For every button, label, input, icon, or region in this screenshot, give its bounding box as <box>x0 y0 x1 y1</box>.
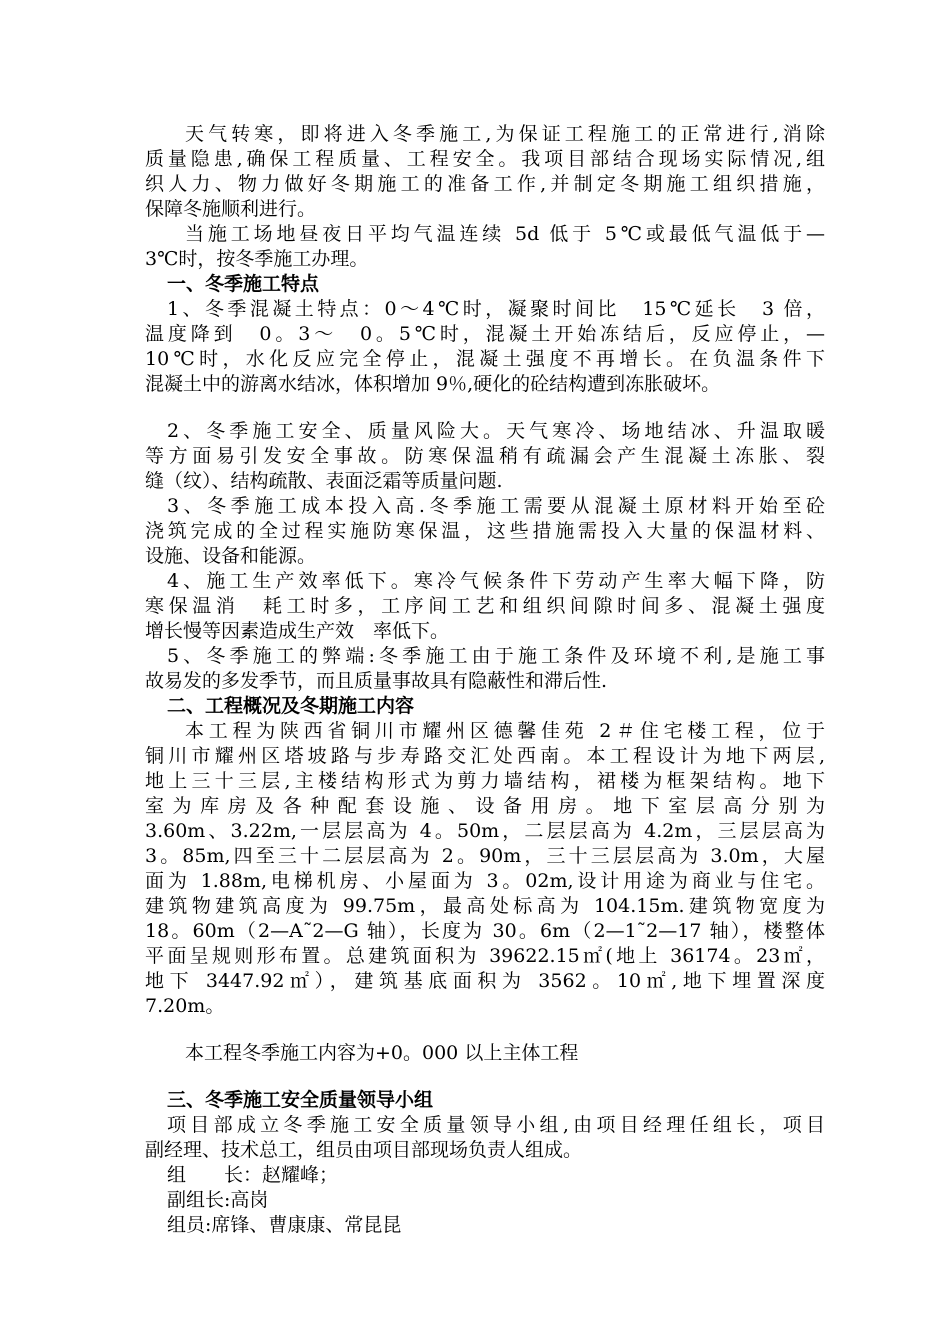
text-line: 3、冬季施工成本投入高.冬季施工需要从混凝土原材料开始至砼 <box>167 495 825 517</box>
text-line: 3。85m,四至三十二层层高为 2。90m，三十三层层高为 3.0m，大屋 <box>145 845 825 867</box>
text-line: 3.60m、3.22m,一层层高为 4。50m，二层层高为 4.2m，三层层高为 <box>145 820 825 842</box>
text-line: 3℃时，按冬季施工办理。 <box>145 248 369 270</box>
section-heading-1: 一、冬季施工特点 <box>167 273 320 295</box>
text-line: 项目部成立冬季施工安全质量领导小组,由项目经理任组长，项目 <box>167 1114 825 1136</box>
text-line: 1、冬季混凝土特点：0～4℃时，凝聚时间比 15℃延长 3 倍， <box>167 298 825 320</box>
section-heading-3: 三、冬季施工安全质量领导小组 <box>167 1089 434 1111</box>
text-line: 5、冬季施工的弊端:冬季施工由于施工条件及环境不利,是施工事 <box>167 645 825 667</box>
item-5-paragraph <box>145 644 825 694</box>
team-leader: 组 长：赵耀峰； <box>167 1164 339 1186</box>
text-line: 质量隐患,确保工程质量、工程安全。我项目部结合现场实际情况,组 <box>145 148 825 170</box>
text-line: 建筑物建筑高度为 99.75m，最高处标高为 104.15m.建筑物宽度为 <box>145 895 825 917</box>
text-line: 浇筑完成的全过程实施防寒保温，这些措施需投入大量的保温材料、 <box>145 520 825 542</box>
text-line: 温度降到 0。3～ 0。5℃时，混凝土开始冻结后，反应停止，— <box>145 323 825 345</box>
text-line: 保障冬施顺利进行。 <box>145 198 317 220</box>
text-line: 等方面易引发安全事故。防寒保温稍有疏漏会产生混凝土冻胀、裂 <box>145 445 825 467</box>
text-line: 织人力、物力做好冬期施工的准备工作,并制定冬期施工组织措施， <box>145 173 825 195</box>
text-line: 铜川市耀州区塔坡路与步寿路交汇处西南。本工程设计为地下两层, <box>145 745 825 767</box>
text-line: 混凝土中的游离水结冰，体积增加 9％,硬化的砼结构遭到冻胀破坏。 <box>145 373 721 395</box>
paragraph-spacer <box>145 397 825 419</box>
text-line: 2、冬季施工安全、质量风险大。天气寒冷、场地结冰、升温取暖 <box>167 420 825 442</box>
winter-content-line: 本工程冬季施工内容为+0。000 以上主体工程 <box>185 1042 579 1064</box>
text-line: 天气转寒，即将进入冬季施工,为保证工程施工的正常进行,消除 <box>185 123 825 145</box>
team-intro-paragraph <box>145 1113 825 1163</box>
text-line: 增长慢等因素造成生产效 率低下。 <box>145 620 450 642</box>
section-heading-2: 二、工程概况及冬期施工内容 <box>167 695 415 717</box>
paragraph-spacer <box>145 1066 825 1088</box>
text-line: 4、施工生产效率低下。寒冷气候条件下劳动产生率大幅下降，防 <box>167 570 825 592</box>
item-1-paragraph <box>145 297 825 397</box>
text-line: 平面呈规则形布置。总建筑面积为 39622.15㎡(地上 36174。23㎡， <box>145 945 825 967</box>
text-line: 设施、设备和能源。 <box>145 545 317 567</box>
text-line: 本工程为陕西省铜川市耀州区德馨佳苑 2＃住宅楼工程，位于 <box>185 720 825 742</box>
item-3-paragraph <box>145 494 825 569</box>
condition-paragraph <box>145 222 825 272</box>
text-line: 18。60m（2—A˜2—G 轴），长度为 30。6m（2—1˜2—17 轴），楼整体 <box>145 920 825 942</box>
item-2-paragraph <box>145 419 825 494</box>
text-line: 寒保温消 耗工时多，工序间工艺和组织间隙时间多、混凝土强度 <box>145 595 825 617</box>
text-line: 地下 3447.92㎡），建筑基底面积为 3562。10㎡,地下埋置深度 <box>145 970 825 992</box>
text-line: 故易发的多发季节，而且质量事故具有隐蔽性和滞后性. <box>145 670 608 692</box>
intro-paragraph <box>145 122 825 222</box>
paragraph-spacer <box>145 1019 825 1041</box>
team-members: 组员:席锋、曹康康、常昆昆 <box>167 1214 402 1236</box>
text-line: 面为 1.88m,电梯机房、小屋面为 3。02m,设计用途为商业与住宅。 <box>145 870 825 892</box>
text-line: 地上三十三层,主楼结构形式为剪力墙结构，裙楼为框架结构。地下 <box>145 770 825 792</box>
overview-paragraph <box>145 719 825 1019</box>
text-line: 缝（纹）、结构疏散、表面泛霜等质量问题. <box>145 470 503 492</box>
item-4-paragraph <box>145 569 825 644</box>
document-page <box>145 122 825 1238</box>
text-line: 副经理、技术总工，组员由项目部现场负责人组成。 <box>145 1139 583 1161</box>
text-line: 10℃时，水化反应完全停止，混凝土强度不再增长。在负温条件下 <box>145 348 825 370</box>
team-deputy: 副组长:高岗 <box>167 1189 269 1211</box>
text-line: 室为库房及各种配套设施、设备用房。地下室层高分别为 <box>145 795 825 817</box>
text-line: 7.20m。 <box>145 995 225 1017</box>
team-list <box>145 1163 825 1238</box>
text-line: 当施工场地昼夜日平均气温连续 5d 低于 5℃或最低气温低于— <box>185 223 825 245</box>
